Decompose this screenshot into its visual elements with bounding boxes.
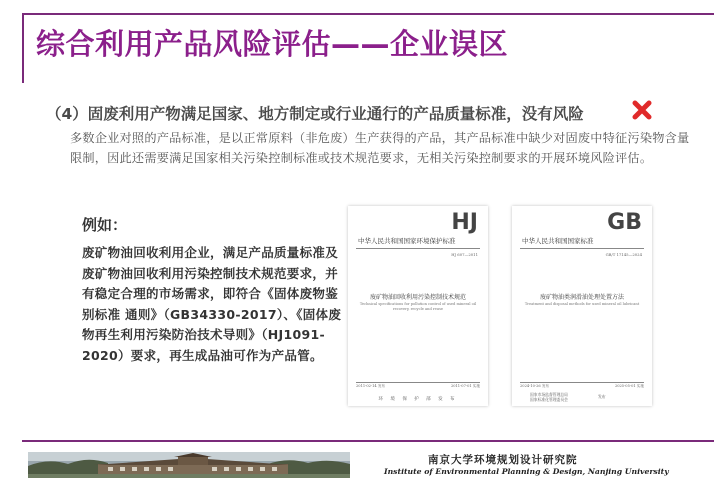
gb-doc-subtitle: Treatment and disposal methods for used mineral oil lubricant [524,302,640,306]
top-divider [22,13,714,15]
hj-dates [356,384,480,389]
hj-divider [356,248,480,249]
campus-building-photo [28,452,350,478]
point-heading: （4）固废利用产物满足国家、地方制定或行业通行的产品质量标准，没有风险 [46,105,584,123]
gb-publisher-line2: 国家标准化管理委员会 [530,397,568,402]
hj-impl-date: 2011-07-01 实施 [450,384,480,388]
bottom-divider [22,440,714,442]
hj-bottom-divider [356,382,480,383]
hj-code: HJ [451,210,478,235]
left-accent-bar [22,13,24,83]
hj-issue-date: 2011-02-14 发布 [356,384,386,388]
hj-standard-cover [348,206,488,406]
gb-std-number: GB/T 17145—2024 [605,252,642,257]
hj-doc-subtitle: Technical specifications for pollution control of used mineral oil recovery, recycle and reuse [359,302,477,311]
gb-publisher-suffix: 发布 [598,394,606,399]
gb-doc-title: 废矿物油类润滑油处理处置方法 [539,294,624,301]
point-description: 多数企业对照的产品标准，是以正常原料（非危废）生产获得的产品，其产品标准中缺少对固废中特征污染物含量限制，因此还需要满足国家相关污染控制标准或技术规范要求，无相关污染控制要求的开展环境风险评估。 [70,131,690,165]
red-cross-icon [632,100,652,120]
hj-issuer: 中华人民共和国国家环境保护标准 [358,237,456,245]
institute-name-cn: 南京大学环境规划设计研究院 [428,454,578,466]
gb-bottom-divider [520,382,644,383]
hj-std-number: HJ 607—2011 [451,252,478,257]
gb-impl-date: 2025-05-01 实施 [614,384,644,388]
example-block [82,214,344,366]
hj-publisher: 环 境 保 护 部 发 布 [378,397,458,402]
gb-issue-date: 2024-10-26 发布 [520,384,550,388]
hj-doc-title: 废矿物油回收利用污染控制技术规范 [369,294,466,301]
example-label: 例如： [82,216,128,234]
gb-publisher-line1: 国家市场监督管理总局 [530,392,568,397]
gb-code: GB [607,210,642,235]
example-body: 废矿物油回收利用企业，满足产品质量标准及废矿物油回收利用污染控制技术规范要求，并有稳定合理的市场需求，即符合《固体废物鉴别标准 通则》（GB34330-2017）、《固体废物再生利用污染防治技术导则》（HJ1091-2020）要求，再生成品油可作为产品管。 [82,245,342,363]
institute-name-en: Institute of Environmental Planning & Design, Nanjing University [384,467,669,476]
gb-dates [520,384,644,389]
gb-divider [520,248,644,249]
gb-publisher [530,392,568,402]
gb-issuer: 中华人民共和国国家标准 [522,237,594,245]
slide-title: 综合利用产品风险评估——企业误区 [36,27,509,61]
gb-standard-cover [512,206,652,406]
